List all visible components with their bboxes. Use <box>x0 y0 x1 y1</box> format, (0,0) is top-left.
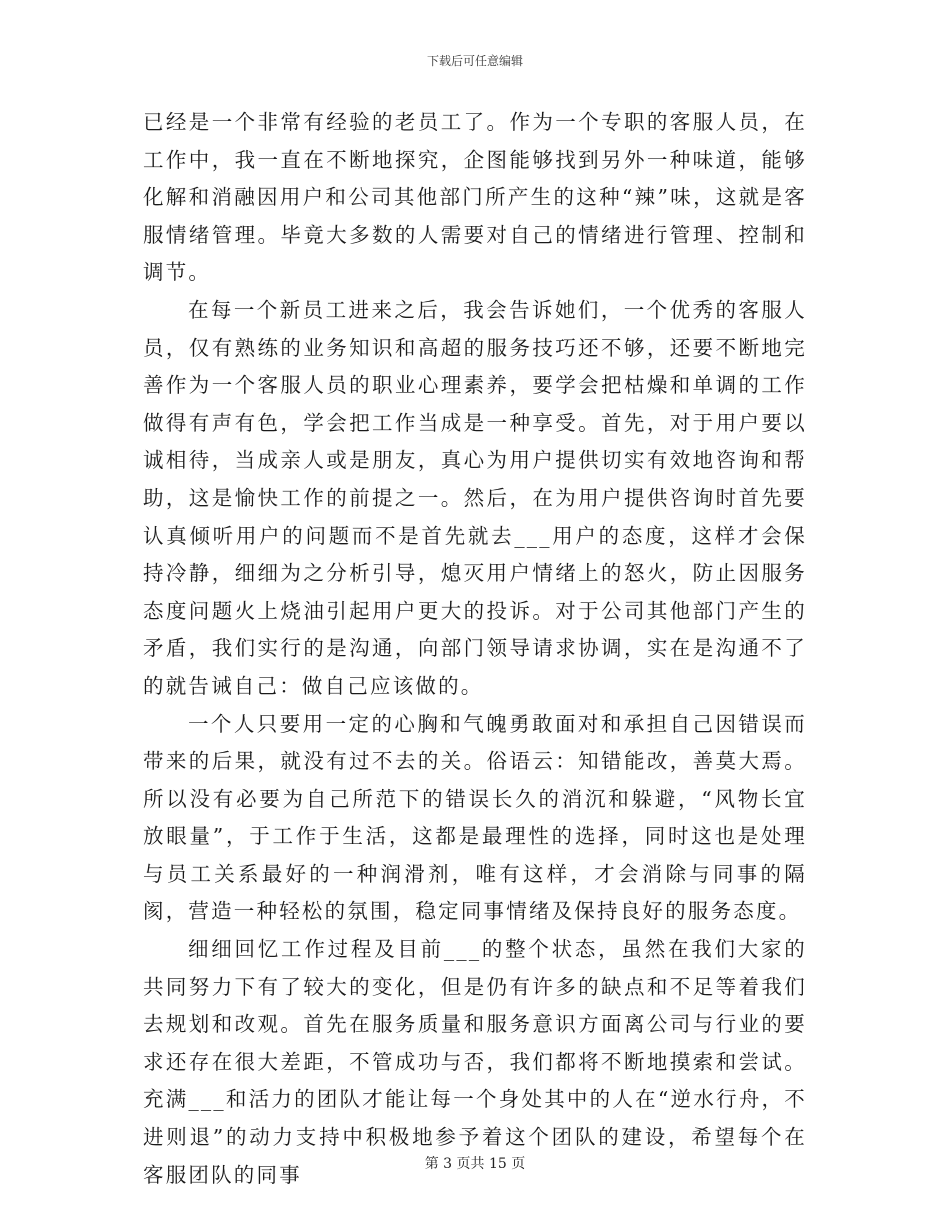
paragraph-continued: 已经是一个非常有经验的老员工了。作为一个专职的客服人员，在工作中，我一直在不断地探究，企图能够找到另外一种味道，能够化解和消融因用户和公司其他部门所产生的这种“辣”味，这就是客服情绪管理。毕竟大多数的人需要对自己的情绪进行管理、控制和调节。 <box>143 110 807 285</box>
paragraph-mistakes: 一个人只要用一定的心胸和气魄勇敢面对和承担自己因错误而带来的后果，就没有过不去的关。俗语云：知错能改，善莫大焉。所以没有必要为自己所范下的错误长久的消沉和躲避，“风物长宜放眼量”，于工作于生活，这都是最理性的选择，同时这也是处理与员工关系最好的一种润滑剂，唯有这样，才会消除与同事的隔阂，营造一种轻松的氛围，稳定同事情绪及保持良好的服务态度。 <box>143 711 807 924</box>
document-body <box>143 104 807 1194</box>
page-header: 下载后可任意编辑 <box>426 54 523 68</box>
page-number: 第 3 页共 15 页 <box>424 1156 526 1172</box>
paragraph-new-staff: 在每一个新员工进来之后，我会告诉她们，一个优秀的客服人员，仅有熟练的业务知识和高超的服务技巧还不够，还要不断地完善作为一个客服人员的职业心理素养，要学会把枯燥和单调的工作做得有声有色，学会把工作当成是一种享受。首先，对于用户要以诚相待，当成亲人或是朋友，真心为用户提供切实有效地咨询和帮助，这是愉快工作的前提之一。然后，在为用户提供咨询时首先要认真倾听用户的问题而不是首先就去___用户的态度，这样才会保持冷静，细细为之分析引导，熄灭用户情绪上的怒火，防止因服务态度问题火上烧油引起用户更大的投诉。对于公司其他部门产生的矛盾，我们实行的是沟通，向部门领导请求协调，实在是沟通不了的就告诫自己：做自己应该做的。 <box>143 297 807 698</box>
paragraph-review: 细细回忆工作过程及目前___的整个状态，虽然在我们大家的共同努力下有了较大的变化，但是仍有许多的缺点和不足等着我们去规划和改观。首先在服务质量和服务意识方面离公司与行业的要求还存在很大差距，不管成功与否，我们都将不断地摸索和尝试。充满___和活力的团队才能让每一个身处其中的人在“逆水行舟，不进则退”的动力支持中积极地参予着这个团队的建设，希望每个在客服团队的同事 <box>143 937 807 1187</box>
